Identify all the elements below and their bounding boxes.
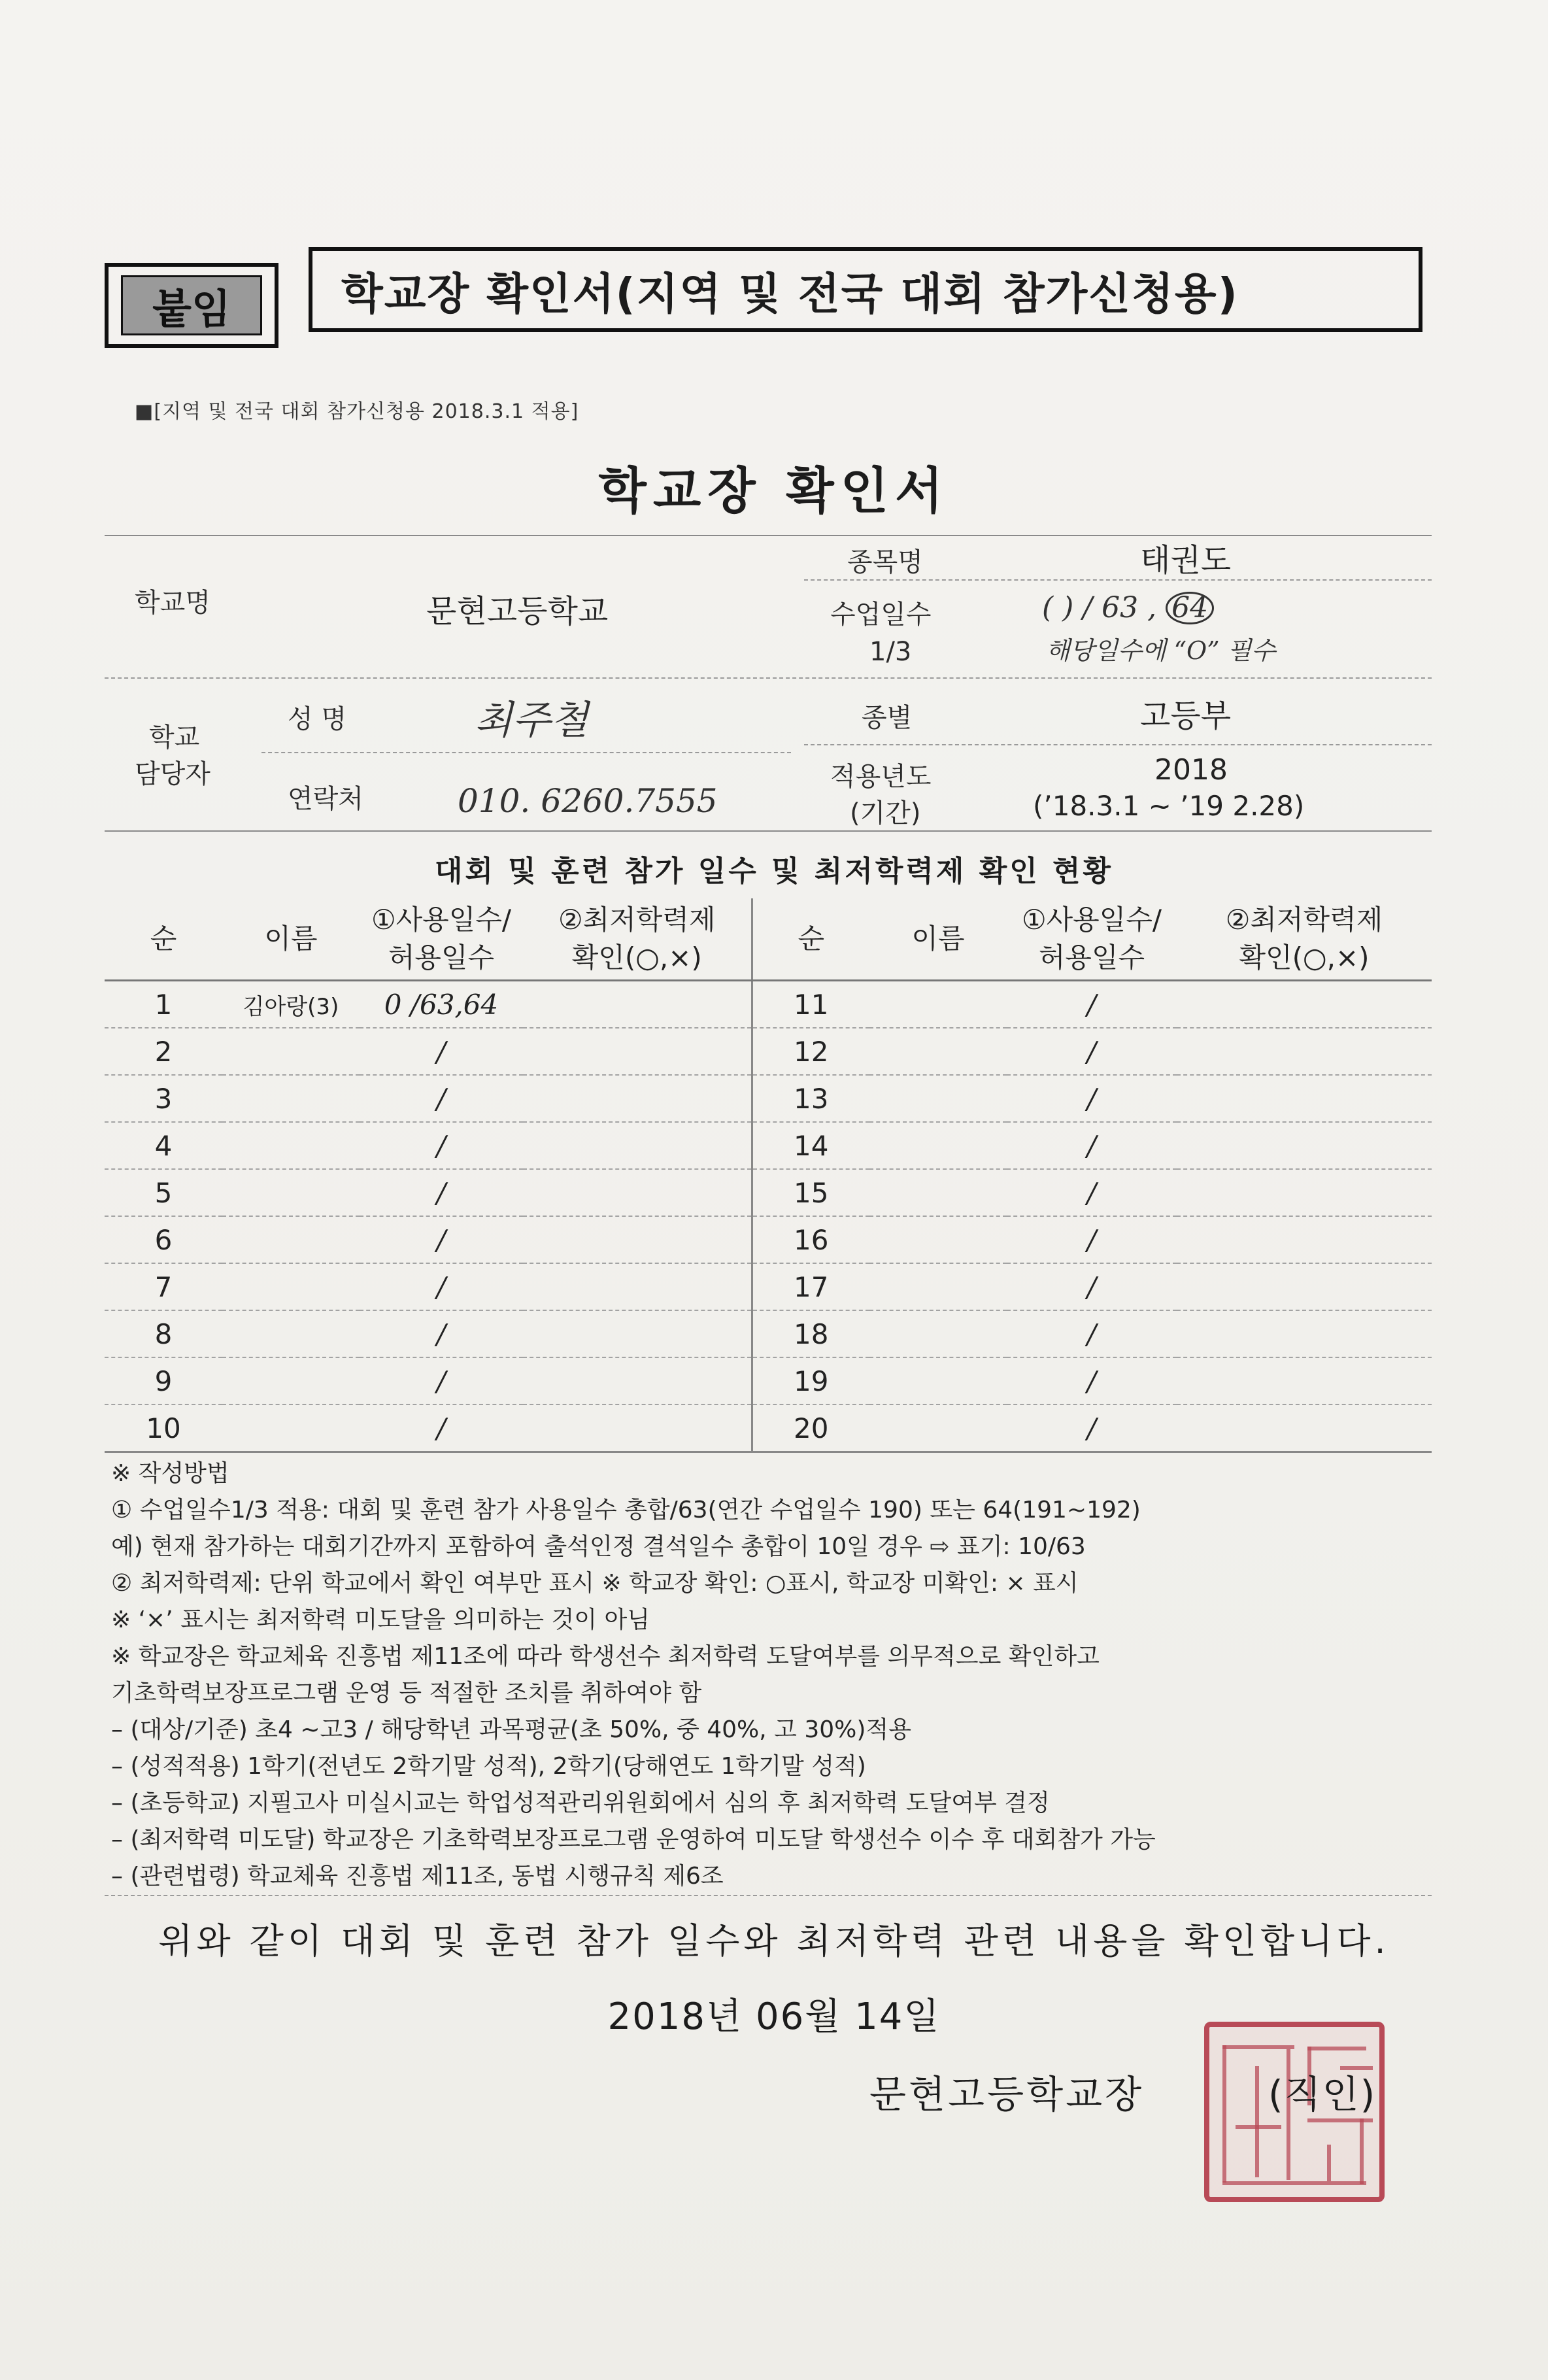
col-header-min: ②최저학력제 확인(○,×) <box>523 898 752 981</box>
manager-label-2: 담당자 <box>135 759 210 789</box>
instructions <box>111 1455 1438 1895</box>
school-label: 학교명 <box>135 588 210 618</box>
row-number: 12 <box>752 1028 869 1075</box>
athlete-name <box>222 1122 360 1169</box>
used-days: / <box>1007 1169 1177 1216</box>
athlete-name <box>222 1169 360 1216</box>
days-note: 해당일수에 “O” 필수 <box>1046 636 1276 665</box>
event-label: 종목명 <box>847 547 923 577</box>
application-note: ■[지역 및 전국 대회 참가신청용 2018.3.1 적용] <box>135 400 579 423</box>
instruction-line: ※ 작성방법 <box>111 1460 229 1487</box>
row-number: 20 <box>752 1404 869 1452</box>
min-academic-check <box>1177 1075 1432 1122</box>
col-header-name-2: 이름 <box>869 898 1007 981</box>
min-academic-check <box>523 1169 752 1216</box>
athlete-name <box>869 1216 1007 1263</box>
col-header-no-2: 순 <box>752 898 869 981</box>
seal-label: (직인) <box>1268 2072 1377 2116</box>
row-number: 9 <box>105 1357 222 1404</box>
table-header-row <box>105 898 1432 981</box>
used-days: / <box>360 1122 523 1169</box>
table-row <box>105 1310 1432 1357</box>
athlete-name <box>869 1357 1007 1404</box>
used-days: / <box>1007 1357 1177 1404</box>
instruction-line: 예) 현재 참가하는 대회기간까지 포함하여 출석인정 결석일수 총합이 10일 경우 ⇨ 표기: 10/63 <box>111 1533 1086 1560</box>
athlete-name <box>869 1263 1007 1310</box>
instruction-line: 기초학력보장프로그램 운영 등 적절한 조치를 취하여야 함 <box>111 1680 702 1707</box>
table-row <box>105 1169 1432 1216</box>
division-divider <box>804 744 1432 745</box>
used-days: / <box>360 1028 523 1075</box>
col-header-days-2: ①사용일수/ 허용일수 <box>1007 898 1177 981</box>
row-number: 18 <box>752 1310 869 1357</box>
used-days: / <box>360 1263 523 1310</box>
row-number: 5 <box>105 1169 222 1216</box>
min-academic-check <box>523 981 752 1028</box>
used-days: / <box>360 1216 523 1263</box>
athlete-name <box>869 1028 1007 1075</box>
min-academic-check <box>523 1404 752 1452</box>
days-fraction: 1/3 <box>869 637 912 667</box>
instruction-line: – (대상/기준) 초4 ~고3 / 해당학년 과목평균(초 50%, 중 40%, 고 30%)적용 <box>111 1716 911 1743</box>
table-row <box>105 1263 1432 1310</box>
name-divider <box>261 752 791 753</box>
used-days: / <box>360 1169 523 1216</box>
col-header-no: 순 <box>105 898 222 981</box>
min-academic-check <box>523 1357 752 1404</box>
min-academic-check <box>523 1075 752 1122</box>
row-number: 3 <box>105 1075 222 1122</box>
principal-title: 문현고등학교장 <box>869 2072 1145 2116</box>
athlete-name <box>222 1263 360 1310</box>
used-days: / <box>1007 1216 1177 1263</box>
instruction-line: – (초등학교) 지필고사 미실시교는 학업성적관리위원회에서 심의 후 최저학력 도달여부 결정 <box>111 1790 1050 1816</box>
table-row <box>105 1122 1432 1169</box>
athlete-name <box>222 1310 360 1357</box>
min-academic-check <box>1177 1357 1432 1404</box>
roster-body <box>105 981 1432 1452</box>
min-academic-check <box>1177 1122 1432 1169</box>
name-value: 최주철 <box>475 698 588 743</box>
notes-bottom-line <box>105 1895 1432 1896</box>
confirmation-statement: 위와 같이 대회 및 훈련 참가 일수와 최저학력 관련 내용을 확인합니다. <box>158 1920 1390 1962</box>
year-label-2: (기간) <box>850 798 921 828</box>
row-number: 14 <box>752 1122 869 1169</box>
athlete-name <box>869 1169 1007 1216</box>
days-value: ( ) / 63 , 64 <box>1042 591 1214 624</box>
table-row <box>105 981 1432 1028</box>
min-academic-check <box>1177 1028 1432 1075</box>
instruction-line: ※ 학교장은 학교체육 진흥법 제11조에 따라 학생선수 최저학력 도달여부를 의무적으로 확인하고 <box>111 1643 1100 1670</box>
athlete-name <box>869 1122 1007 1169</box>
min-academic-check <box>523 1263 752 1310</box>
min-academic-check <box>1177 1169 1432 1216</box>
division-label: 종별 <box>862 703 913 733</box>
row-number: 6 <box>105 1216 222 1263</box>
min-academic-check <box>1177 1216 1432 1263</box>
used-days: / <box>1007 1263 1177 1310</box>
attachment-tag: 붙임 <box>121 275 262 335</box>
athlete-name <box>869 1404 1007 1452</box>
athlete-name <box>222 1028 360 1075</box>
used-days: / <box>360 1404 523 1452</box>
contact-label: 연락처 <box>288 784 363 814</box>
table-caption: 대회 및 훈련 참가 일수 및 최저학력제 확인 현황 <box>434 855 1114 888</box>
min-academic-check <box>523 1310 752 1357</box>
row-number: 4 <box>105 1122 222 1169</box>
used-days: / <box>1007 981 1177 1028</box>
instruction-line: – (성적적용) 1학기(전년도 2학기말 성적), 2학기(당해연도 1학기말 성적) <box>111 1753 866 1780</box>
table-row <box>105 1028 1432 1075</box>
table-row <box>105 1216 1432 1263</box>
used-days: / <box>360 1310 523 1357</box>
table-row <box>105 1404 1432 1452</box>
used-days: / <box>1007 1310 1177 1357</box>
athlete-name <box>222 1404 360 1452</box>
instruction-line: ② 최저학력제: 단위 학교에서 확인 여부만 표시 ※ 학교장 확인: ○표시, 학교장 미확인: × 표시 <box>111 1570 1079 1597</box>
used-days: 0 /63,64 <box>360 981 523 1028</box>
division-value: 고등부 <box>1140 698 1232 734</box>
info-top-line <box>105 535 1432 536</box>
used-days: / <box>1007 1075 1177 1122</box>
name-label: 성 명 <box>288 704 346 734</box>
year-label: 적용년도 <box>830 762 932 792</box>
col-header-days: ①사용일수/ 허용일수 <box>360 898 523 981</box>
manager-label: 학교 <box>149 722 200 753</box>
row-number: 11 <box>752 981 869 1028</box>
used-days: / <box>1007 1122 1177 1169</box>
col-header-min-2: ②최저학력제 확인(○,×) <box>1177 898 1432 981</box>
row-number: 16 <box>752 1216 869 1263</box>
used-days: / <box>360 1357 523 1404</box>
min-academic-check <box>523 1216 752 1263</box>
min-academic-check <box>1177 981 1432 1028</box>
row-number: 17 <box>752 1263 869 1310</box>
event-divider <box>804 579 1432 581</box>
col-header-name: 이름 <box>222 898 360 981</box>
header-title: 학교장 확인서(지역 및 전국 대회 참가신청용) <box>309 247 1422 332</box>
roster-table <box>105 898 1432 1453</box>
table-row <box>105 1075 1432 1122</box>
document-title: 학교장 확인서 <box>598 462 950 520</box>
row-number: 7 <box>105 1263 222 1310</box>
days-circled-value: 64 <box>1166 592 1214 624</box>
athlete-name <box>222 1216 360 1263</box>
year-period: (’18.3.1 ~ ’19 2.28) <box>1033 790 1305 822</box>
athlete-name: 김아랑(3) <box>222 981 360 1028</box>
athlete-name <box>222 1357 360 1404</box>
used-days: / <box>360 1075 523 1122</box>
instruction-line: – (최저학력 미도달) 학교장은 기초학력보장프로그램 운영하여 미도달 학생선수 이수 후 대회참가 가능 <box>111 1826 1156 1853</box>
row-number: 13 <box>752 1075 869 1122</box>
attachment-tag-box <box>105 263 278 348</box>
instruction-line: ※ ‘×’ 표시는 최저학력 미도달을 의미하는 것이 아님 <box>111 1606 650 1633</box>
row-number: 15 <box>752 1169 869 1216</box>
min-academic-check <box>523 1028 752 1075</box>
school-value: 문현고등학교 <box>426 593 609 630</box>
row-number: 1 <box>105 981 222 1028</box>
days-label: 수업일수 <box>830 600 932 630</box>
row-number: 19 <box>752 1357 869 1404</box>
athlete-name <box>869 1075 1007 1122</box>
table-row <box>105 1357 1432 1404</box>
min-academic-check <box>1177 1310 1432 1357</box>
instruction-line: – (관련법령) 학교체육 진흥법 제11조, 동법 시행규칙 제6조 <box>111 1863 724 1890</box>
info-mid-line <box>105 677 1432 679</box>
event-value: 태권도 <box>1140 542 1232 579</box>
min-academic-check <box>1177 1404 1432 1452</box>
row-number: 8 <box>105 1310 222 1357</box>
min-academic-check <box>1177 1263 1432 1310</box>
athlete-name <box>869 981 1007 1028</box>
info-bottom-line <box>105 830 1432 832</box>
issue-date: 2018년 06월 14일 <box>607 1996 941 2038</box>
row-number: 2 <box>105 1028 222 1075</box>
year-value: 2018 <box>1154 753 1228 787</box>
contact-value: 010. 6260.7555 <box>458 782 718 820</box>
used-days: / <box>1007 1028 1177 1075</box>
athlete-name <box>869 1310 1007 1357</box>
row-number: 10 <box>105 1404 222 1452</box>
min-academic-check <box>523 1122 752 1169</box>
instruction-line: ① 수업일수1/3 적용: 대회 및 훈련 참가 사용일수 총합/63(연간 수업일수 190) 또는 64(191~192) <box>111 1497 1141 1523</box>
athlete-name <box>222 1075 360 1122</box>
used-days: / <box>1007 1404 1177 1452</box>
